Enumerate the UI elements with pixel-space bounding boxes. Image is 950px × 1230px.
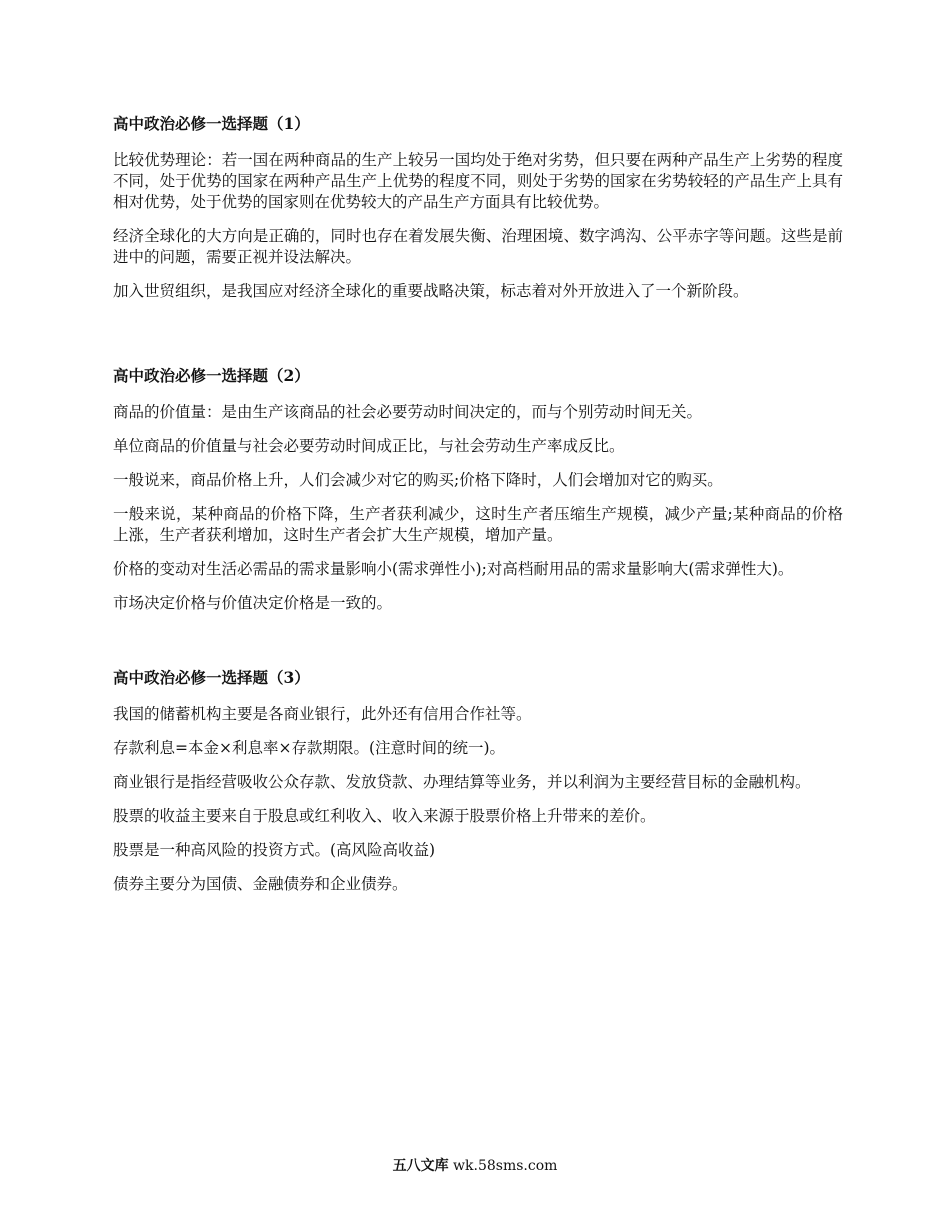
- paragraph: 一般说来，商品价格上升，人们会减少对它的购买;价格下降时，人们会增加对它的购买。: [113, 471, 723, 489]
- paragraph: 商业银行是指经营吸收公众存款、发放贷款、办理结算等业务，并以利润为主要经营目标的金融机构。: [113, 773, 811, 791]
- section-2: [113, 364, 843, 614]
- paragraph: 价格的变动对生活必需品的需求量影响小(需求弹性小);对高档耐用品的需求量影响大(需求弹性大)。: [113, 560, 794, 578]
- paragraph: 股票是一种高风险的投资方式。(高风险高收益): [113, 841, 436, 859]
- section-1: [113, 112, 843, 302]
- paragraph: 股票的收益主要来自于股息或红利收入、收入来源于股票价格上升带来的差价。: [113, 807, 656, 825]
- page-footer: [0, 1156, 950, 1176]
- footer-brand: 五八文库: [392, 1158, 449, 1174]
- paragraph: 债券主要分为国债、金融债券和企业债券。: [113, 875, 408, 893]
- paragraph: 一般来说，某种商品的价格下降，生产者获利减少，这时生产者压缩生产规模，减少产量;某种商品的价格上涨，生产者获利增加，这时生产者会扩大生产规模，增加产量。: [113, 505, 843, 544]
- paragraph: 单位商品的价值量与社会必要劳动时间成正比，与社会劳动生产率成反比。: [113, 437, 625, 455]
- paragraph: 存款利息=本金×利息率×存款期限。(注意时间的统一)。: [113, 739, 506, 757]
- paragraph: 加入世贸组织，是我国应对经济全球化的重要战略决策，标志着对外开放进入了一个新阶段。: [113, 282, 749, 300]
- paragraph: 商品的价值量：是由生产该商品的社会必要劳动时间决定的，而与个别劳动时间无关。: [113, 403, 703, 421]
- section-heading: 高中政治必修一选择题（2）: [113, 366, 310, 385]
- section-heading: 高中政治必修一选择题（1）: [113, 114, 310, 133]
- paragraph: 经济全球化的大方向是正确的，同时也存在着发展失衡、治理困境、数字鸿沟、公平赤字等问题。这些是前进中的问题，需要正视并设法解决。: [113, 227, 843, 266]
- section-3: [113, 666, 843, 895]
- section-heading: 高中政治必修一选择题（3）: [113, 668, 310, 687]
- paragraph: 我国的储蓄机构主要是各商业银行，此外还有信用合作社等。: [113, 705, 532, 723]
- footer-domain: wk.58sms.com: [453, 1158, 558, 1174]
- document-body: [113, 112, 843, 908]
- paragraph: 市场决定价格与价值决定价格是一致的。: [113, 594, 393, 612]
- paragraph: 比较优势理论：若一国在两种商品的生产上较另一国均处于绝对劣势，但只要在两种产品生产上劣势的程度不同，处于优势的国家在两种产品生产上优势的程度不同，则处于劣势的国家在劣势较轻的产品生产上具有相对优势，处于优势的国家则在优势较大的产品生产方面具有比较优势。: [113, 151, 843, 211]
